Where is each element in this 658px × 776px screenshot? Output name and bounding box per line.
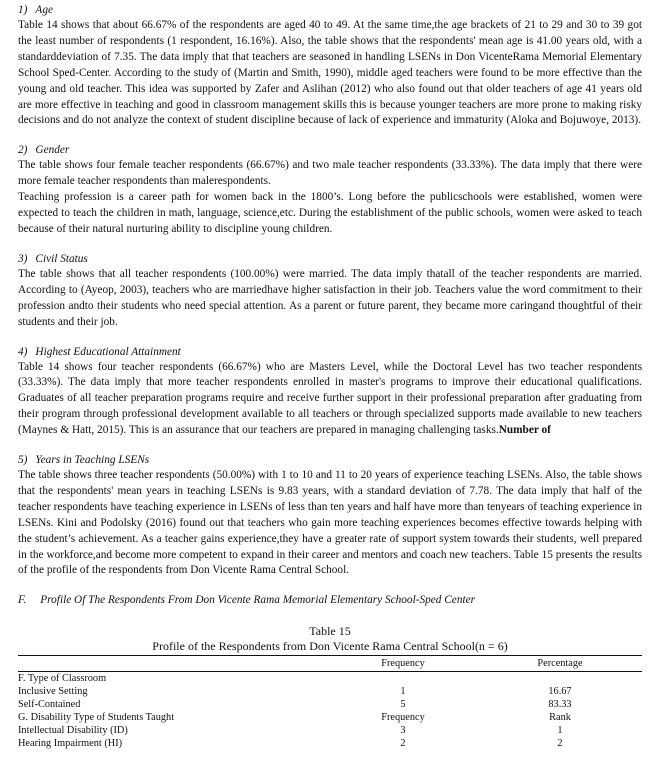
row-value: 2 [400,738,406,750]
row-value: 5 [400,699,406,711]
section-title: Highest Educational Attainment [35,345,181,358]
row-value: Rank [549,712,571,724]
paragraph [18,360,642,440]
table-number: Table 15 [309,624,351,639]
row-value [328,672,478,686]
paragraph: Table 14 shows that about 66.67% of the respondents are aged 40 to 49. At the same time,the age brackets of 21 to 29 and 30 to 39 got the least number of respondents (1 respondent, 16.16%). Also, the table shows that the respondents' mean age is 41.00 years old, with a standarddeviation of 7.35. The data imply that that teachers are seasoned in handling LSENs in Don VicenteRama Memorial Elementary School Sped-Center. According to the study of (Martin and Smith, 1990), middle aged teachers were found to be more effective than the young and old teacher. This idea was supported by Zafer and Aslihan (2012) who also found out that older teachers of age 41 years old are more effective in teaching and good in classroom management skills this is because younger teachers are more prone to making risky decisions and do not analyze the context of student discipline because of lack of experience and immaturity (Aloka and Bojuwoye, 2013). [18,19,642,127]
row-value: 1 [400,686,406,698]
row-label: G. Disability Type of Students Taught [18,712,175,724]
bold-fragment: Number of [498,424,551,437]
row-value [478,672,642,686]
table-row [18,685,642,698]
section-number: 2) [18,144,28,157]
section-heading [18,453,642,468]
row-value: 83.33 [548,699,572,711]
paragraph: Teaching profession is a career path for women back in the 1800’s. Long before the publicschools were established, women were expected to teach the children in math, language, science,etc. During the establishment of the public schools, women were asked to teach because of their natural nurturing ability to discipline young children. [18,191,642,235]
paragraph: The table shows that all teacher respondents (100.00%) were married. The data imply thatall of the teacher respondents are married. According to (Ayeop, 2003), teachers who are marriedhave higher satisfaction in their job. Teachers value the word commitment to their profession andto their students who need special attention. As a parent or future parent, they became more caringand thoughtful of their students and their job. [18,267,642,328]
subsection-title: Profile Of The Respondents From Don Vicente Rama Memorial Elementary School-Sped Center [40,594,476,607]
section-title: Years in Teaching LSENs [35,454,150,467]
section-age [18,3,642,129]
row-label: F. Type of Classroom [18,673,107,685]
document-page [18,3,642,750]
section-number: 5) [18,454,28,467]
section-heading [18,345,642,360]
profile-table [18,655,642,750]
header-cell-blank [18,656,328,672]
section-years-teaching [18,453,642,579]
row-value: 2 [557,738,563,750]
table-caption: Profile of the Respondents from Don Vicente Rama Central School(n = 6) [152,639,508,654]
section-title: Gender [35,144,70,157]
row-value: 3 [400,725,406,737]
section-number: 1) [18,4,28,16]
section-title: Age [35,4,53,16]
row-label: Hearing Impairment (HI) [18,738,123,750]
table-row [18,724,642,737]
section-number: 3) [18,252,28,265]
section-education [18,345,642,440]
row-value: 16.67 [548,686,572,698]
subsection-letter: F. [18,594,27,607]
section-heading [18,143,642,158]
section-civil-status [18,252,642,331]
table-header-row [18,656,642,672]
row-label: Inclusive Setting [18,686,88,698]
section-number: 4) [18,345,28,358]
section-heading [18,3,642,18]
row-value: Frequency [381,712,425,724]
header-cell-frequency: Frequency [328,656,478,672]
paragraph: The table shows three teacher respondents (50.00%) with 1 to 10 and 11 to 20 years of experience teaching LSENs. Also, the table shows that the respondents' mean years in teaching LSENs is 9.83 years, with a standard deviation of 7.78. The data imply that half of the teacher respondents have teaching experience in LSENs of less than ten years and half have more than tenyears of teaching experience in LSENs. Kini and Podolsky (2016) found out that teachers who gain more teaching experiences becomes effective towards helping with the student’s achievement. As a teacher gains experience,they have a greater rate of support system towards their students, well prepared in the workforce,and become more competent to expand in their career and mentors and coach new teachers. Table 15 presents the results of the profile of the respondents from Don Vicente Rama Central School. [18,469,642,577]
section-heading [18,252,642,267]
header-cell-percentage: Percentage [478,656,642,672]
row-label: Self-Contained [18,699,81,711]
paragraph: The table shows four female teacher respondents (66.67%) and two male teacher respondents (33.33%). The data imply that there were more female teacher respondents than malerespondents. [18,159,642,188]
section-title: Civil Status [35,252,88,265]
table-row [18,711,642,724]
table-row [18,672,642,686]
table-15 [18,624,642,750]
table-row [18,698,642,711]
row-value: 1 [557,725,563,737]
table-row [18,737,642,750]
row-label: Intellectual Disability (ID) [18,725,128,737]
subsection-heading [18,593,642,608]
section-gender [18,143,642,238]
paragraph-text: Table 14 shows four teacher respondents (66.67%) who are Masters Level, while the Doctoral Level has two teacher respondents (33.33%). The data imply that more teacher respondents enrolled in master's programs to improve their educational qualifications. Graduates of all teacher preparation programs require and receive further support in their professional preparation after graduating from their program through professional development available to all teachers or through specialized supports made available to new teachers (Maynes & Hatt, 2015). This is an assurance that our teachers are prepared in managing challenging tasks. [18,360,642,437]
